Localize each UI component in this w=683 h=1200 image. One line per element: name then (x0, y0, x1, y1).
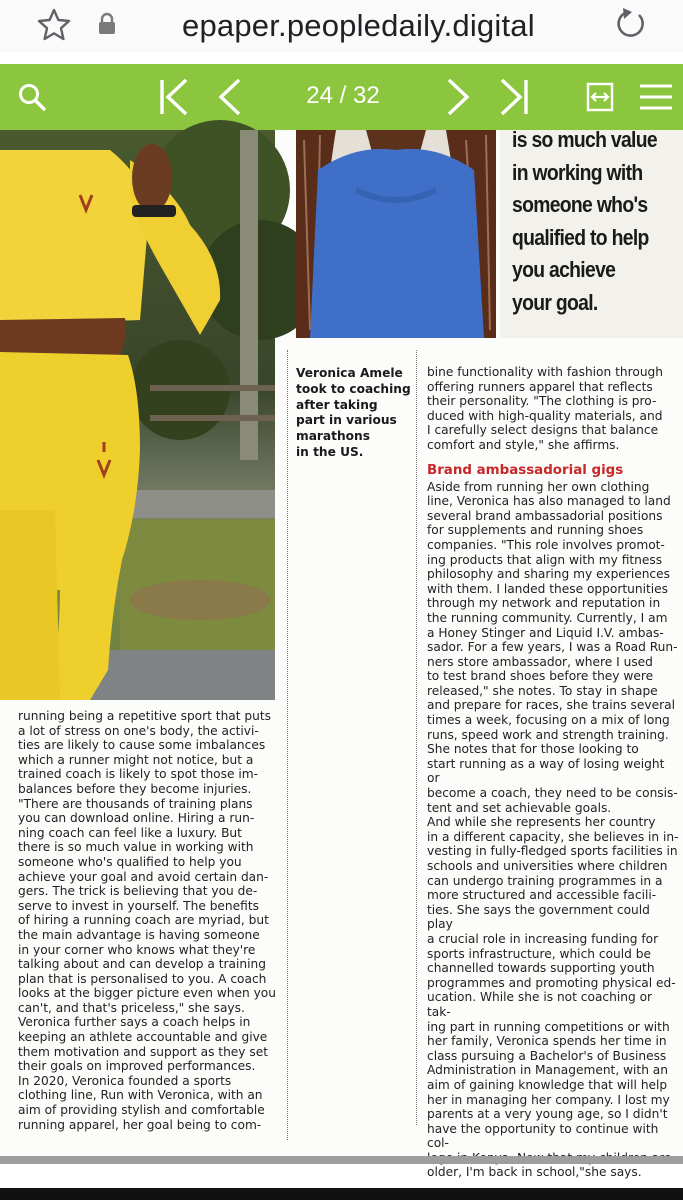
system-nav-bar (0, 1188, 683, 1200)
menu-icon (639, 83, 673, 111)
article-column-right-body: Aside from running her own clothing line, Veronica has also managed to land several brand ambassadorial positions for supplements and running shoes companies. "This role involves promot- ing products that align with my fitness philosophy and sharing my experiences with them. I landed these opportunities through my network and reputation in the running community. Currently, I am a Honey Stinger and Liquid I.V. ambas- sador. For a few years, I was a Road Run- ners store ambassador, where I used to test brand shoes before they were released," she notes. To stay in shape and prepare for races, she trains several times a week, focusing on a mix of long runs, speed work and strength training. She notes that for those looking to start running as a way of losing weight or become a coach, they need to be consis- tent and set achievable goals. And while she represents her country in a different capacity, she believes in in- vesting in fully-fledged sports facilities in schools and universities where children can undergo training programmes in a more structured and accessible facili- ties. She says the government could play a crucial role in increasing funding for sports infrastructure, which could be channelled towards supporting youth programmes and promoting physical ed- ucation. While she is not coaching or tak- ing part in running competitions or with her family, Veronica spends her time in class pursuing a Bachelor's of Business Administration in Management, with an aim of gaining knowledge that will help her in managing her company. I lost my parents at a very young age, so I didn't have the opportunity to continue with col- older, I'm back in school,"she says. (427, 479, 679, 1180)
article-column-right (427, 365, 679, 1180)
lock-icon (97, 13, 117, 35)
article-column-right-top: bine functionality with fashion through offering runners apparel that reflects their personality. "The clothing is pro- duced with high-quality materials, and I carefully select designs that balance comfort and style," she affirms. (427, 365, 664, 452)
pull-quote: is so much value in working with someone who's qualified to help you achieve your goal. (512, 127, 657, 315)
prev-page-icon (217, 78, 243, 116)
search-button[interactable] (12, 64, 52, 130)
next-page-button[interactable] (442, 64, 474, 130)
next-page-icon (445, 78, 471, 116)
pull-quote-box (500, 127, 683, 338)
url-field[interactable]: epaper.peopledaily.digital (182, 8, 535, 43)
runner-photo (0, 130, 275, 700)
portrait-photo (296, 130, 496, 338)
photo-caption: Veronica Amele took to coaching after taking part in various marathons in the US. (296, 366, 411, 459)
search-icon (17, 82, 47, 112)
reload-icon[interactable] (613, 6, 649, 42)
page-indicator: 24 / 32 (306, 82, 380, 109)
section-subheading: Brand ambassadorial gigs (427, 462, 624, 478)
last-page-icon (498, 78, 530, 116)
first-page-icon (158, 78, 190, 116)
menu-button[interactable] (636, 64, 676, 130)
column-divider (287, 350, 288, 1140)
article-column-left: running being a repetitive sport that puts a lot of stress on one's body, the activi- ties are likely to cause some imbalances which a runner might not notice, but a trained coach is likely to spot those im- balances before they become injuries. "There are thousands of training plans you can download online. Hiring a run- ning coach can feel like a luxury. But there is so much value in working with someone who's qualified to help you achieve your goal and avoid certain dan- gers. The trick is believing that you de- serve to invest in yourself. The benefits of hiring a running coach are myriad, but the main advantage is having someone in your corner who knows what they're talking about and can develop a training plan that is personalised to you. A coach looks at the bigger picture even when you can't, and that's priceless," she says. Veronica further says a coach helps in keeping an athlete accountable and give them motivation and support as they set their goals on improved performances. In 2020, Veronica founded a sports clothing line, Run with Veronica, with an aim of providing stylish and comfortable running apparel, her goal being to com- (18, 709, 276, 1132)
first-page-button[interactable] (156, 64, 192, 130)
column-divider (416, 350, 417, 1125)
browser-address-bar (0, 0, 683, 52)
newspaper-page[interactable] (0, 127, 683, 1180)
page-bottom-rule (0, 1156, 683, 1164)
fit-width-icon (586, 82, 614, 112)
fit-width-button[interactable] (584, 64, 616, 130)
star-icon[interactable] (36, 7, 72, 43)
last-page-button[interactable] (496, 64, 532, 130)
reader-toolbar (0, 64, 683, 130)
